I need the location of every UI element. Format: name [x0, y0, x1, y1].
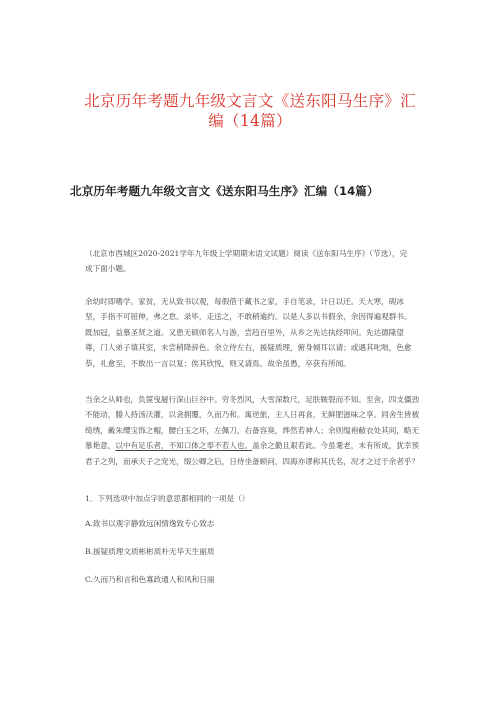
passage-paragraph-1	[85, 294, 425, 371]
underlined-sentence: 以中有足乐者，不知口体之奉不若人也。	[115, 441, 253, 451]
section-heading: 北京历年考题九年级文言文《送东阳马生序》汇编（14篇）	[70, 184, 379, 198]
option-c: C.久而乃和言和色寡政通人和风和日丽	[85, 575, 215, 584]
passage-line: 余幼时即嗜学。家贫，无从致书以观，每假借于藏书之家，手自笔录，计日以还。天大寒，砚冰	[85, 297, 404, 306]
passage-line: 绮绣，戴朱缨宝饰之帽，腰白玉之环，左佩刀，右备容臭，烨然若神人；余则缊袍敝衣处其间，略无	[85, 425, 420, 435]
passage-line-mixed	[85, 438, 425, 453]
passage-line: 当余之从师也，负箧曳屣行深山巨谷中。穷冬烈风，大雪深数尺，足肤皲裂而不知。至舍，四支僵劲	[85, 395, 420, 404]
passage-text: 盖余之勤且艰若此。今虽耄老，未有所成，犹幸预	[252, 441, 420, 451]
passage-line: 既加冠，益慕圣贤之道。又患无硕师名人与游，尝趋百里外，从乡之先达执经叩问。先达德隆望	[85, 327, 404, 337]
document-title	[70, 91, 430, 131]
intro-paragraph	[85, 246, 425, 277]
title-line-2: 编（14篇）	[208, 112, 292, 130]
passage-text: 慕艳意，	[85, 441, 116, 451]
intro-line: 成下面小题。	[85, 264, 131, 274]
passage-line: 恭，礼愈至，不敢出一言以复；俟其欣悦，则又请焉。故余虽愚，卒获有所闻。	[85, 358, 351, 368]
passage-line: 坚，手指不可屈伸，弗之怠。录毕，走送之，不敢稍逾约。以是人多以书假余，余因得遍观群书。	[85, 312, 412, 322]
passage-line: 不能动，媵人持汤沃灌，以衾拥覆，久而乃和。寓逆旅，主人日再食，无鲜肥滋味之享。同舍生皆被	[85, 410, 420, 420]
intro-line: （北京市西城区2020-2021学年九年级上学期期末语文试题）阅读《送东阳马生序》（节选），完	[85, 249, 408, 258]
question-1: 1．下列选项中加点字的意思都相同的一项是（）	[85, 494, 250, 503]
passage-paragraph-2	[85, 392, 425, 469]
option-a: A.致书以观字静致远闲情逸致专心致志	[85, 519, 215, 528]
option-b: B.援疑质理文质彬彬质朴无华天生丽质	[85, 547, 215, 556]
passage-line: 君子之列，而承天子之宠光，缀公卿之后，日侍坐备顾问，四海亦谬称其氏名，况才之过于余者乎？	[85, 456, 420, 466]
title-line-1: 北京历年考题九年级文言文《送东阳马生序》汇	[84, 92, 416, 110]
passage-line: 尊，门人弟子填其室，未尝稍降辞色。余立侍左右，援疑质理，俯身倾耳以请；或遇其叱咄，色愈	[85, 343, 412, 353]
